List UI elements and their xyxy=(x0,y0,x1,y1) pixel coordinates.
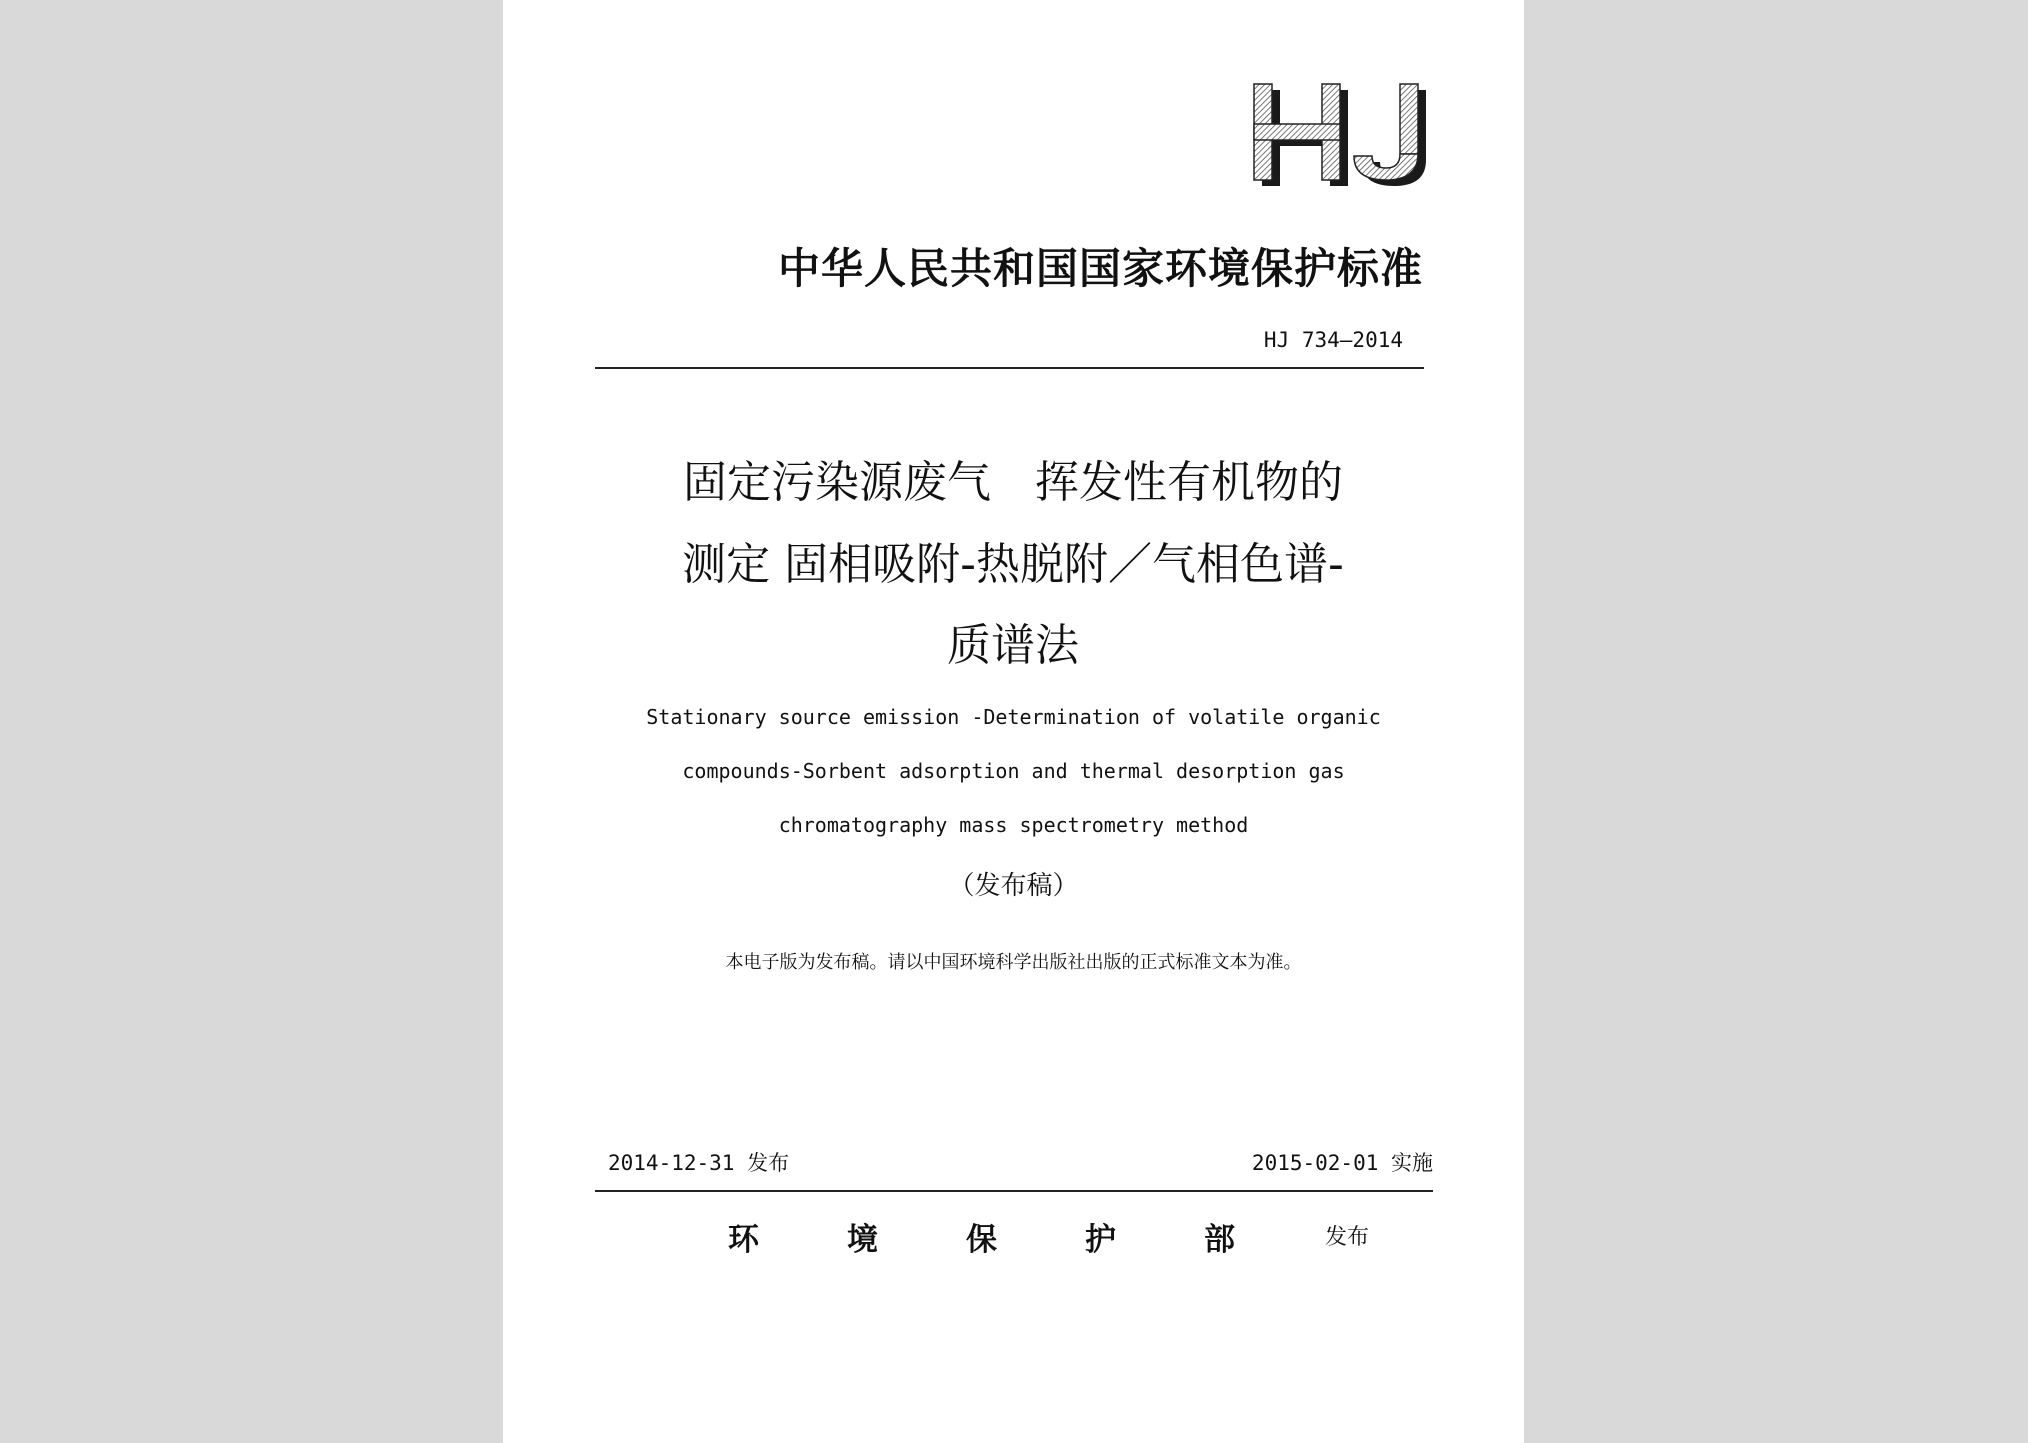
issued-label: 发布 xyxy=(1325,1225,1370,1250)
english-title-line-3: chromatography mass spectrometry method xyxy=(778,813,1249,837)
footer-divider xyxy=(595,1190,1433,1192)
english-title-line-1: Stationary source emission -Determination of volatile organic xyxy=(646,705,1381,729)
title-line-2: 测定 固相吸附-热脱附／气相色谱- xyxy=(682,539,1344,590)
english-title-line-2: compounds-Sorbent adsorption and thermal desorption gas xyxy=(682,759,1345,783)
release-date: 2014-12-31 发布 xyxy=(608,1151,790,1175)
notice-text: 本电子版为发布稿。请以中国环境科学出版社出版的正式标准文本为准。 xyxy=(725,952,1302,973)
standard-name: 中华人民共和国国家环境保护标准 xyxy=(777,244,1423,293)
svg-text:HJ: HJ xyxy=(1248,78,1250,79)
document-page xyxy=(503,0,1524,1443)
title-line-3: 质谱法 xyxy=(947,620,1079,671)
implement-date: 2015-02-01 实施 xyxy=(1251,1151,1433,1175)
hj-logo xyxy=(1248,78,1438,193)
ministry-name: 环境保护部 xyxy=(728,1222,1323,1258)
draft-label: （发布稿） xyxy=(948,871,1079,901)
header-divider xyxy=(595,367,1424,369)
title-line-1: 固定污染源废气 挥发性有机物的 xyxy=(683,457,1343,508)
standard-code: HJ 734—2014 xyxy=(1263,328,1403,352)
